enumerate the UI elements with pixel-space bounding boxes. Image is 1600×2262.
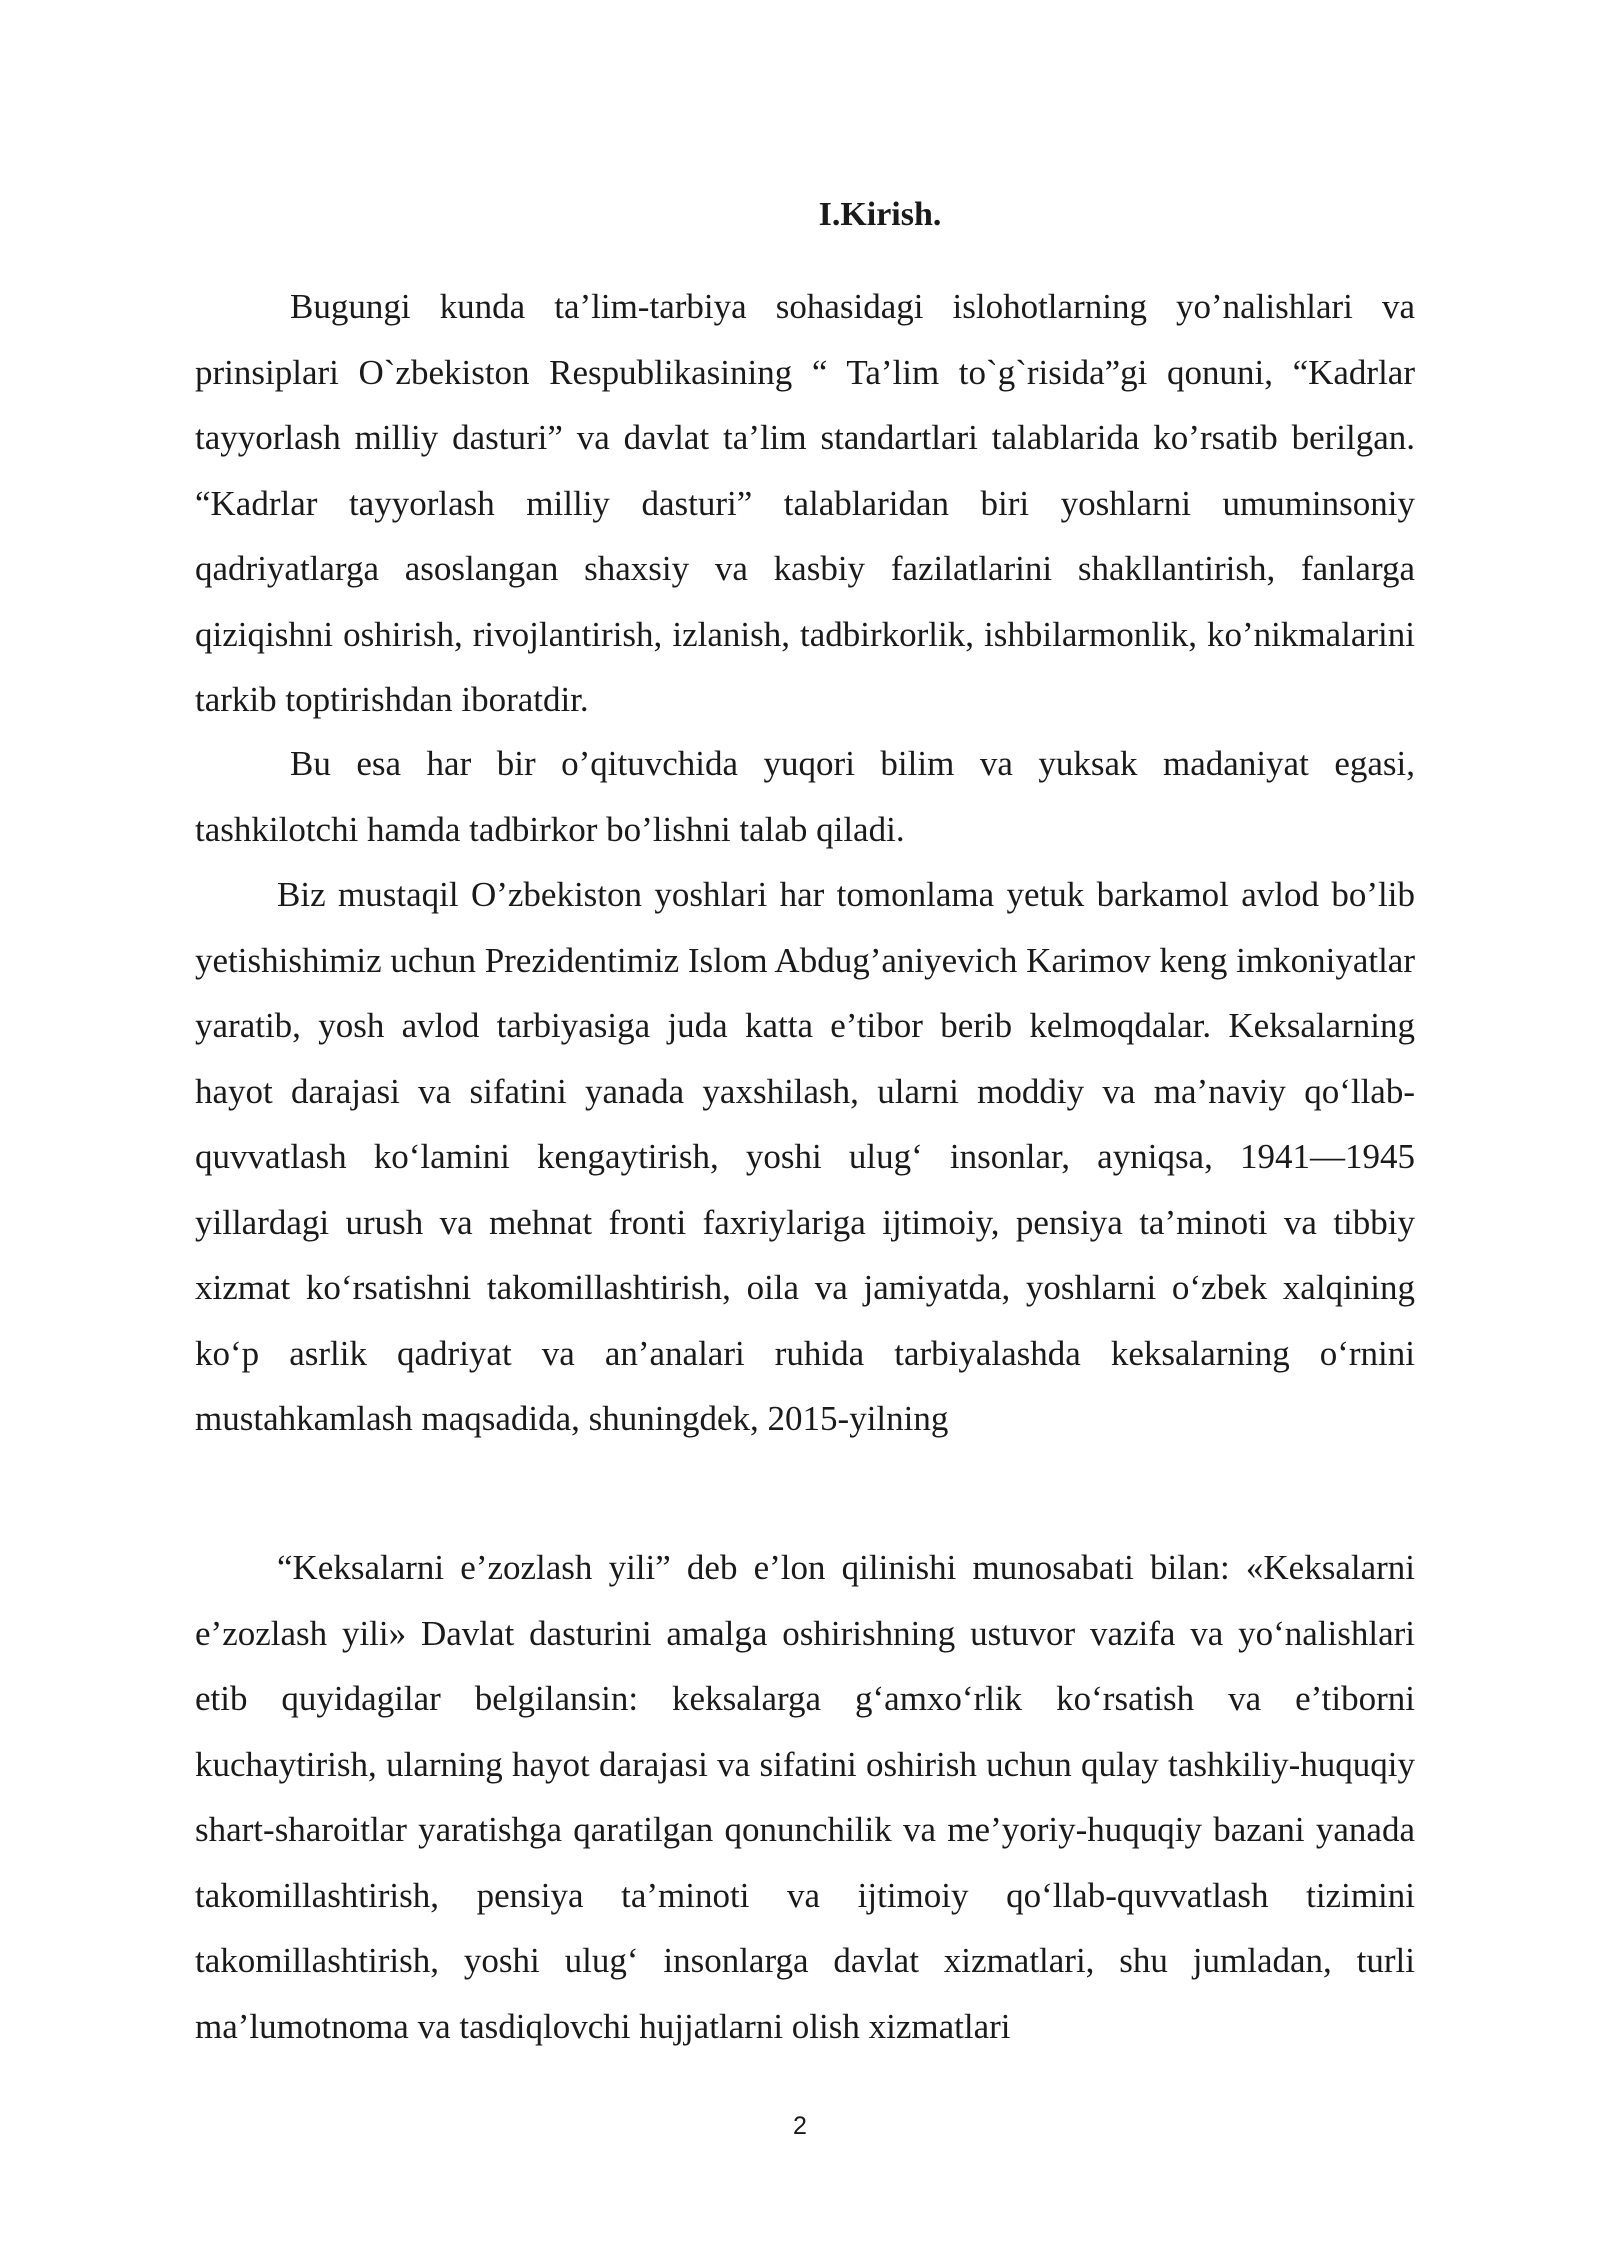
paragraph-elders-year: “Keksalarni e’zozlash yili” deb e’lon qilinishi munosabati bilan: «Keksalarni e’zozlash yili» Davlat dasturini amalga oshirishning ustuvor vazifa va yo‘nalishlari etib quyidagilar belgilansin: keksalarga g‘amxo‘rlik ko‘rsatish va e’tiborni kuchaytirish, ularning hayot darajasi va sifatini oshirish uchun qulay tashkiliy-huquqiy shart-sharoitlar yaratishga qaratilgan qonunchilik va me’yoriy-huquqiy bazani yanada takomillashtirish, pensiya ta’minoti va ijtimoiy qo‘llab-quvvatlash tizimini takomillashtirish, yoshi ulug‘ insonlarga davlat xizmatlari, shu jumladan, turli ma’lumotnoma va tasdiqlovchi hujjatlarni olish xizmatlari xyxy=(195,1548,1415,2046)
section-heading: I.Kirish. xyxy=(818,196,942,233)
page-number: 2 xyxy=(793,2112,807,2140)
paragraph-intro: Bugungi kunda ta’lim-tarbiya sohasidagi islohotlarning yo’nalishlari va prinsiplari O`zbekiston Respublikasining “ Ta’lim to`g`risida”gi qonuni, “Kadrlar tayyorlash milliy dasturi” va davlat ta’lim standartlari talablarida ko’rsatib berilgan. “Kadrlar tayyorlash milliy dasturi” talablaridan biri yoshlarni umuminsoniy qadriyatlarga asoslangan shaxsiy va kasbiy fazilatlarini shakllantirish, fanlarga qiziqishni oshirish, rivojlantirish, izlanish, tadbirkorlik, ishbilarmonlik, ko’nikmalarini tarkib toptirishdan iboratdir. xyxy=(195,287,1415,719)
paragraph-teacher: Bu esa har bir o’qituvchida yuqori bilim va yuksak madaniyat egasi, tashkilotchi hamda tadbirkor bo’lishni talab qiladi. xyxy=(195,744,1415,849)
paragraph-block-4 xyxy=(195,1535,1415,2059)
paragraph-block-1 xyxy=(195,274,1415,733)
paragraph-block-2 xyxy=(195,731,1415,862)
paragraph-block-3 xyxy=(195,862,1415,1452)
paragraph-youth: Biz mustaqil O’zbekiston yoshlari har tomonlama yetuk barkamol avlod bo’lib yetishishimiz uchun Prezidentimiz Islom Abdug’aniyevich Karimov keng imkoniyatlar yaratib, yosh avlod tarbiyasiga juda katta e’tibor berib kelmoqdalar. Keksalarning hayot darajasi va sifatini yanada yaxshilash, ularni moddiy va ma’naviy qo‘llab-quvvatlash ko‘lamini kengaytirish, yoshi ulug‘ insonlar, ayniqsa, 1941—1945 yillardagi urush va mehnat fronti faxriylariga ijtimoiy, pensiya ta’minoti va tibbiy xizmat ko‘rsatishni takomillashtirish, oila va jamiyatda, yoshlarni o‘zbek xalqining ko‘p asrlik qadriyat va an’analari ruhida tarbiyalashda keksalarning o‘rnini mustahkamlash maqsadida, shuningdek, 2015-yilning xyxy=(195,875,1415,1438)
